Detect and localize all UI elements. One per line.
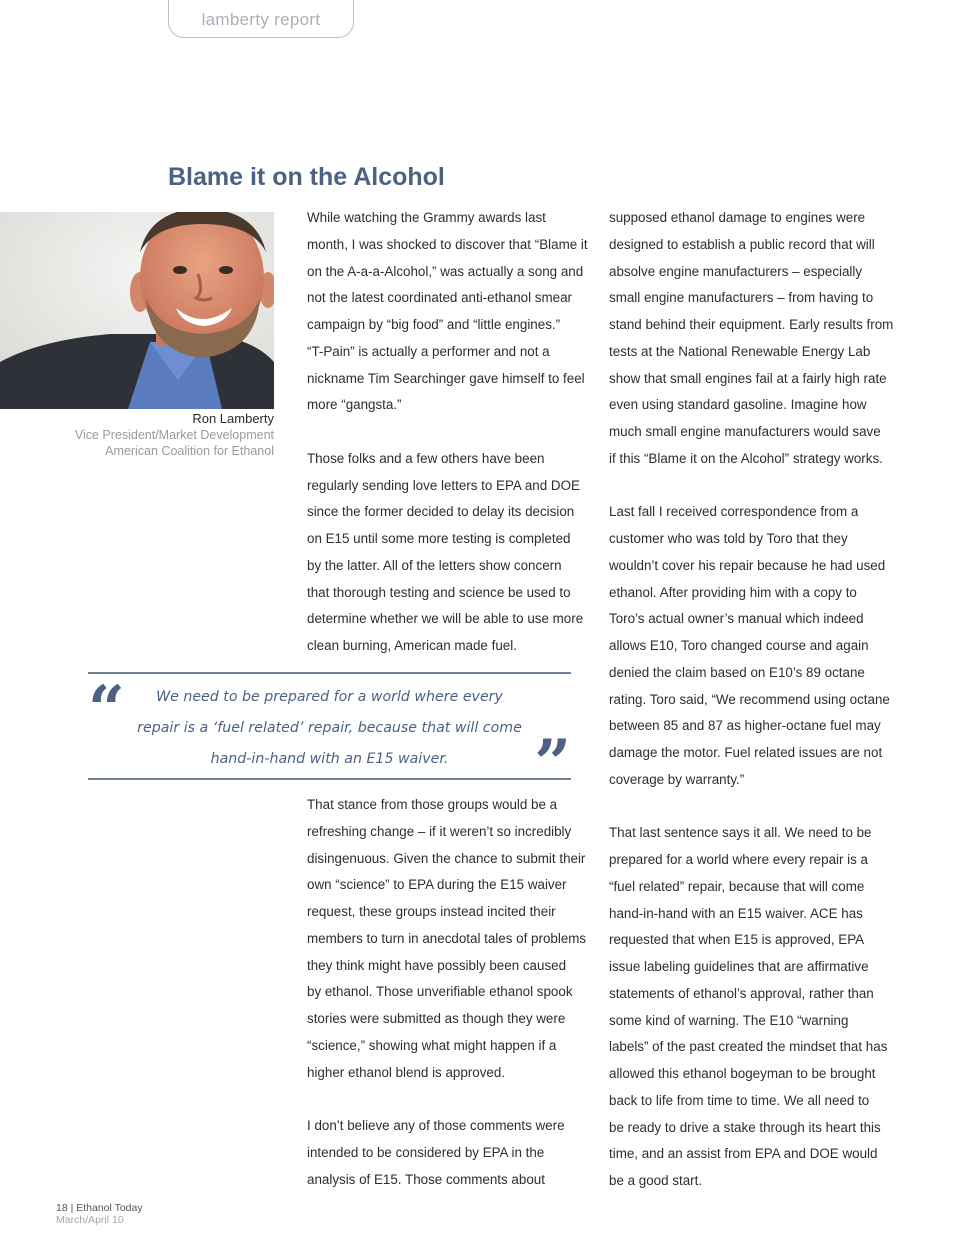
author-name: Ron Lamberty xyxy=(192,411,274,426)
open-quote-icon: “ xyxy=(88,672,125,747)
paragraph: While watching the Grammy awards last month, I was shocked to discover that “Blame it on the A-a-a-Alcohol,” was actually a song and not the latest coordinated anti-ethanol smear campaign by “big food” and “little engines.” “T-Pain” is actually a performer and not a nickname Tim Searchinger gave himself to feel more “gangsta.” xyxy=(307,210,588,413)
author-portrait-image xyxy=(0,212,274,409)
author-title: Vice President/Market Development xyxy=(74,428,274,442)
column-left-bottom xyxy=(307,792,587,1193)
page-number-line: 18 | Ethanol Today xyxy=(56,1202,143,1214)
page-footer xyxy=(56,1202,143,1226)
paragraph: That last sentence says it all. We need to be prepared for a world where every repair is a “fuel related” repair, because that will come hand-in-hand with an E15 waiver. ACE has requested that when E15 is approved, EPA issue labeling guidelines that are affirmative statements of ethanol’s approval, rather than some kind of warning. The E10 “warning labels” of the past created the mindset that has allowed this ethanol bogeyman to be brought back to life from time to time. We all need to be ready to drive a stake through its heart this time, and an assist from EPA and DOE would be a good start. xyxy=(609,825,888,1188)
pull-quote-text: We need to be prepared for a world where every repair is a ‘fuel related’ repair, because that will come hand-in-hand with an E15 waiver. xyxy=(137,689,522,767)
issue-date: March/April 10 xyxy=(56,1214,124,1226)
paragraph: I don’t believe any of those comments were intended to be considered by EPA in the analysis of E15. Those comments about xyxy=(307,1118,565,1187)
paragraph: supposed ethanol damage to engines were designed to establish a public record that will absolve engine manufacturers – especially small engine manufacturers – from having to stand behind their equipment. Early results from tests at the National Renewable Energy Lab show that small engines fail at a fairly high rate even using standard gasoline. Imagine how much small engine manufacturers would save if this “Blame it on the Alcohol” strategy works. xyxy=(609,210,894,466)
pull-quote xyxy=(88,672,571,801)
author-caption xyxy=(75,411,274,459)
column-left-top xyxy=(307,205,588,660)
close-quote-icon: ” xyxy=(534,726,571,801)
article-title: Blame it on the Alcohol xyxy=(168,163,445,191)
paragraph: That stance from those groups would be a refreshing change – if it weren’t so incredibly disingenuous. Given the chance to submit their own “science” to EPA during the E15 waiver request, these groups instead incited their members to turn in anecdotal tales of problems they think might have possibly been caused by ethanol. Those unverifiable ethanol spook stories were submitted as though they were “science,” showing what might happen if a higher ethanol blend is approved. xyxy=(307,797,587,1080)
section-tab xyxy=(168,0,354,38)
author-organization: American Coalition for Ethanol xyxy=(105,444,274,458)
column-right xyxy=(609,205,894,1195)
paragraph: Last fall I received correspondence from a customer who was told by Toro that they wouldn’t cover his repair because he had used ethanol. After providing him with a copy to Toro’s actual owner’s manual which indeed allows E10, Toro changed course and again denied the claim based on E10’s 89 octane rating. Toro said, “We recommend using octane between 85 and 87 as higher-octane fuel may damage the motor. Fuel related issues are not coverage by warranty.” xyxy=(609,504,890,787)
paragraph: Those folks and a few others have been regularly sending love letters to EPA and DOE since the former decided to delay its decision on E15 until some more testing is completed by the latter. All of the letters show concern that thorough testing and science be used to determine whether we will be able to use more clean burning, American made fuel. xyxy=(307,450,584,653)
section-tab-label: lamberty report xyxy=(201,10,321,29)
author-photo xyxy=(0,212,274,409)
